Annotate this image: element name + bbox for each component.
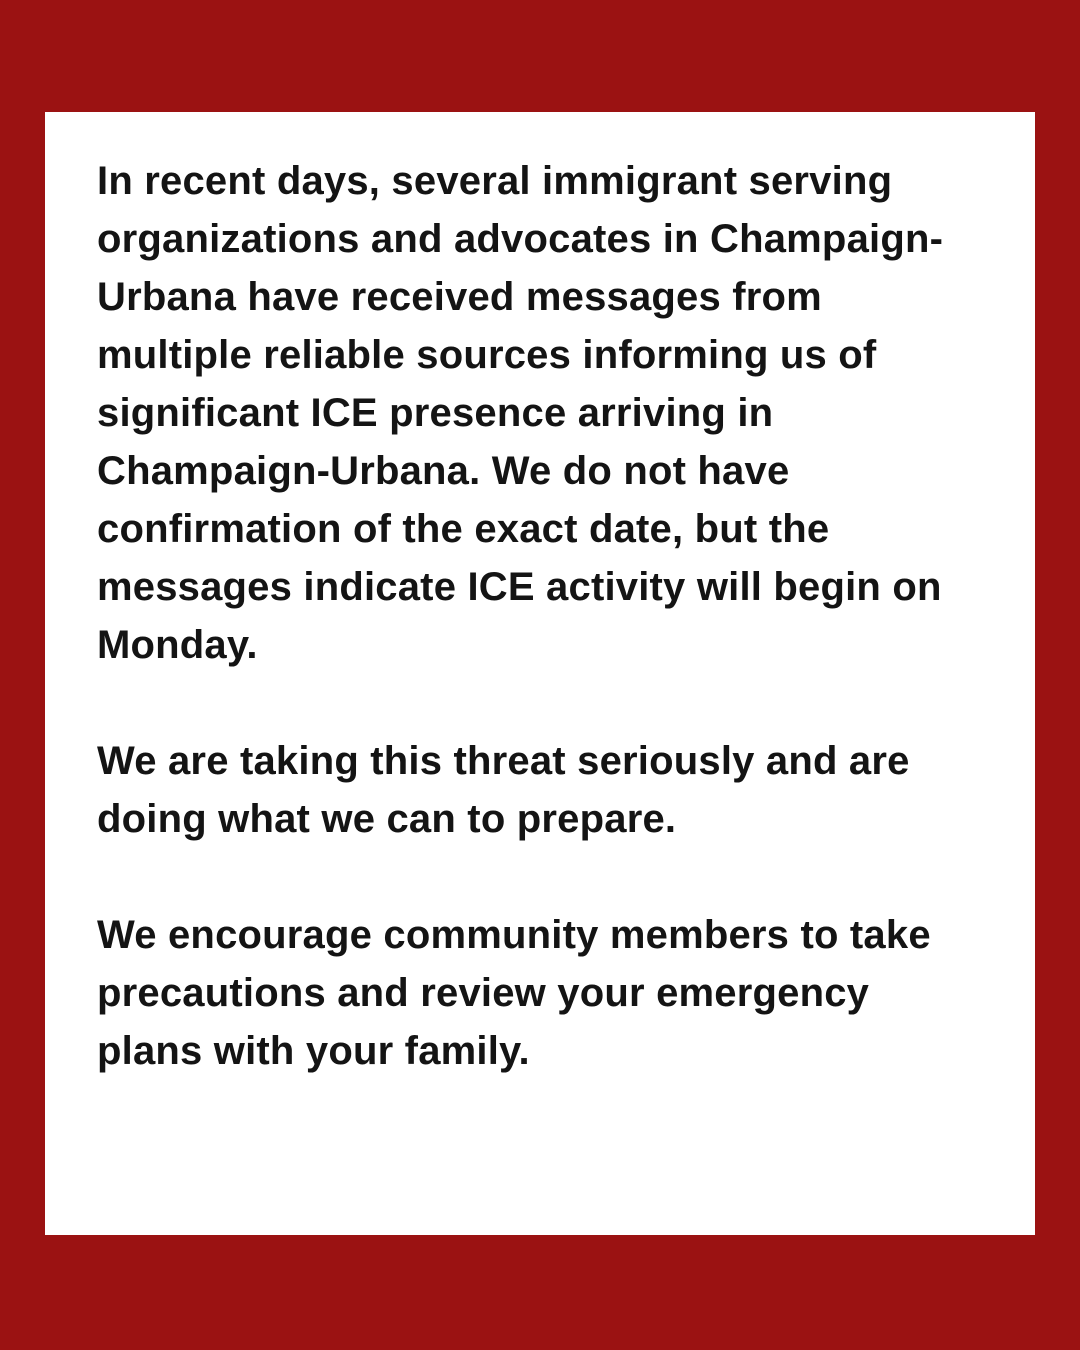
- announcement-paragraph-2: We are taking this threat seriously and are doing what we can to prepare.: [97, 739, 910, 841]
- announcement-paragraph-1: In recent days, several immigrant serving organizations and advocates in Champaign-Urbana have received messages from multiple reliable sources informing us of significant ICE presence arriving in Champaign-Urbana. We do not have confirmation of the exact date, but the messages indicate ICE activity will begin on Monday.: [97, 159, 944, 667]
- announcement-card: [45, 112, 1035, 1235]
- announcement-paragraph-3: We encourage community members to take precautions and review your emergency plans with your family.: [97, 913, 931, 1073]
- announcement-text-block: [45, 112, 1035, 1080]
